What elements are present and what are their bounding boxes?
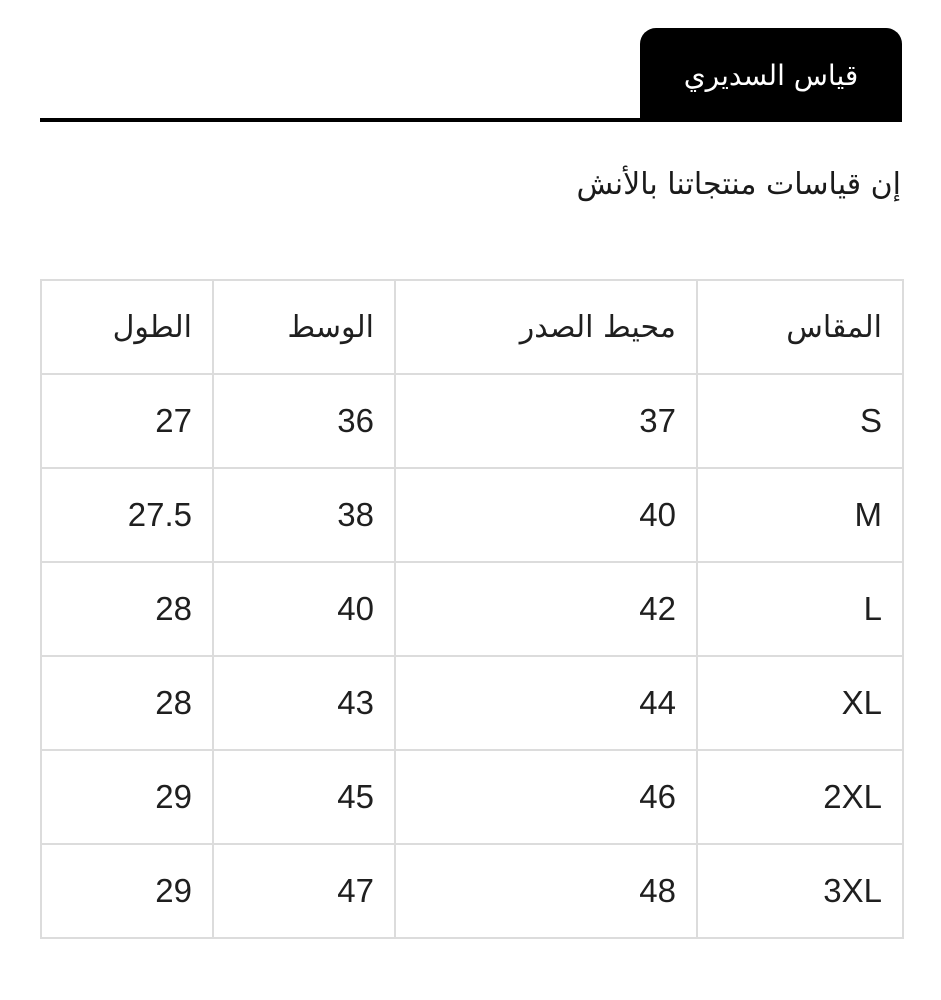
cell-chest: 46 bbox=[395, 750, 697, 844]
cell-waist: 43 bbox=[213, 656, 395, 750]
cell-chest: 44 bbox=[395, 656, 697, 750]
tab-bar bbox=[40, 28, 902, 122]
intro-text: إن قياسات منتجاتنا بالأنش bbox=[576, 167, 901, 202]
cell-chest: 37 bbox=[395, 374, 697, 468]
size-chart-table bbox=[40, 279, 904, 939]
table-row bbox=[41, 844, 903, 938]
cell-length: 29 bbox=[41, 844, 213, 938]
header-waist: الوسط bbox=[213, 280, 395, 374]
cell-waist: 38 bbox=[213, 468, 395, 562]
table-row bbox=[41, 656, 903, 750]
cell-waist: 47 bbox=[213, 844, 395, 938]
cell-length: 27.5 bbox=[41, 468, 213, 562]
header-chest: محيط الصدر bbox=[395, 280, 697, 374]
table-header-row bbox=[41, 280, 903, 374]
cell-size: S bbox=[697, 374, 903, 468]
table-row bbox=[41, 562, 903, 656]
table-row bbox=[41, 750, 903, 844]
cell-size: M bbox=[697, 468, 903, 562]
cell-length: 28 bbox=[41, 656, 213, 750]
cell-size: L bbox=[697, 562, 903, 656]
cell-waist: 36 bbox=[213, 374, 395, 468]
cell-chest: 42 bbox=[395, 562, 697, 656]
cell-length: 27 bbox=[41, 374, 213, 468]
cell-chest: 40 bbox=[395, 468, 697, 562]
header-length: الطول bbox=[41, 280, 213, 374]
tab-label: قياس السديري bbox=[683, 58, 859, 92]
cell-waist: 40 bbox=[213, 562, 395, 656]
cell-size: XL bbox=[697, 656, 903, 750]
table-row bbox=[41, 468, 903, 562]
cell-length: 28 bbox=[41, 562, 213, 656]
cell-size: 3XL bbox=[697, 844, 903, 938]
tab-vest-size[interactable] bbox=[640, 28, 902, 122]
header-size: المقاس bbox=[697, 280, 903, 374]
cell-size: 2XL bbox=[697, 750, 903, 844]
cell-chest: 48 bbox=[395, 844, 697, 938]
cell-waist: 45 bbox=[213, 750, 395, 844]
table-row bbox=[41, 374, 903, 468]
cell-length: 29 bbox=[41, 750, 213, 844]
